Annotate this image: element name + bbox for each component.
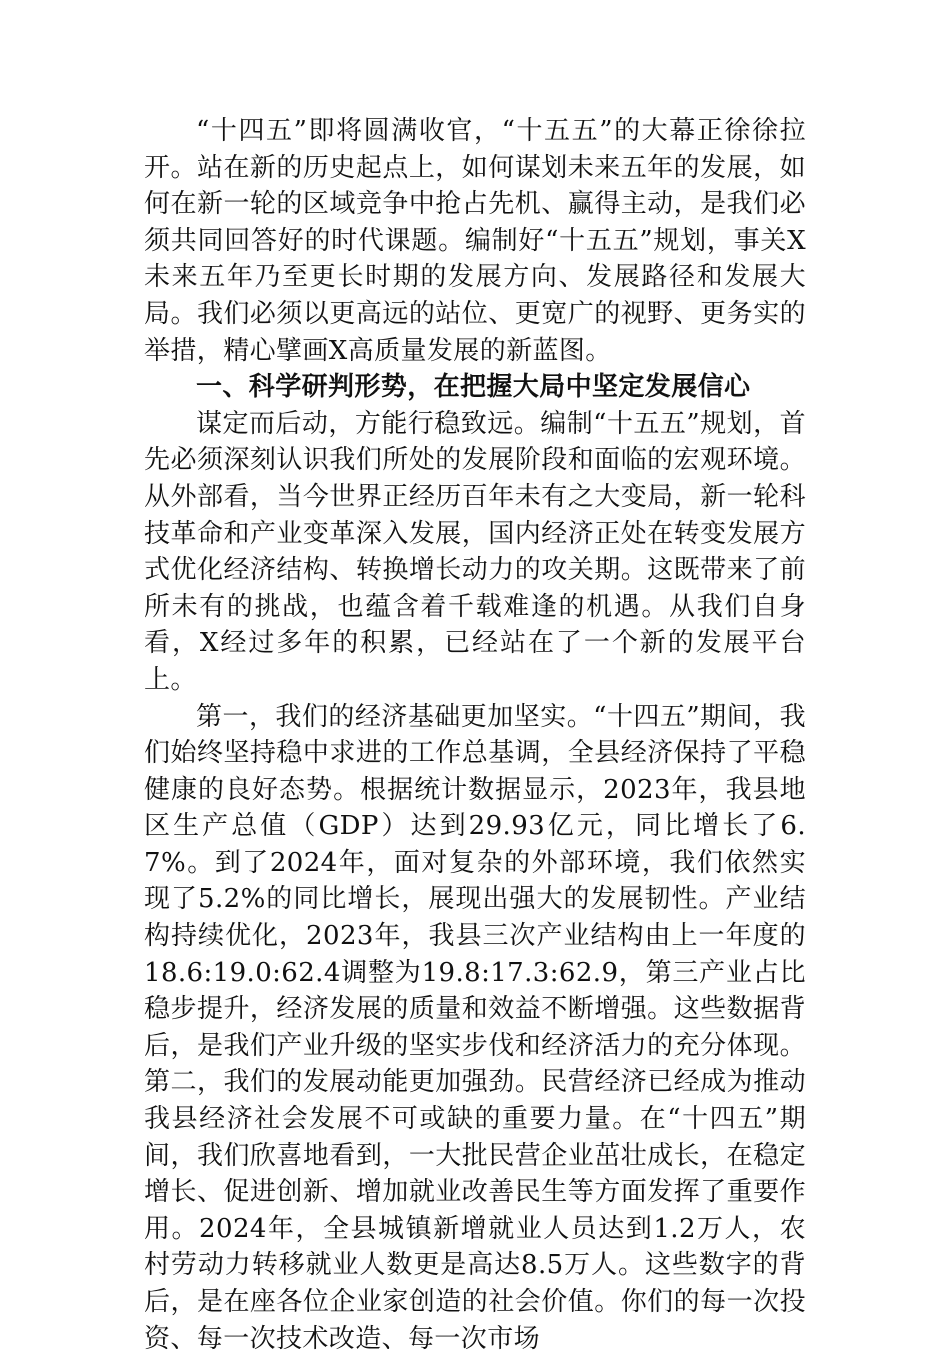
intro-paragraph: “十四五”即将圆满收官，“十五五”的大幕正徐徐拉开。站在新的历史起点上，如何谋划未来五年的发展，如何在新一轮的区域竞争中抢占先机、赢得主动，是我们必须共同回答好的时代课题。编制好“十五五”规划，事关X未来五年乃至更长时期的发展方向、发展路径和发展大局。我们必须以更高远的站位、更宽广的视野、更务实的举措，精心擘画X高质量发展的新蓝图。 [144, 113, 806, 369]
section-heading: 一、科学研判形势，在把握大局中坚定发展信心 [144, 369, 806, 406]
section-paragraph-2: 第一，我们的经济基础更加坚实。“十四五”期间，我们始终坚持稳中求进的工作总基调，全县经济保持了平稳健康的良好态势。根据统计数据显示，2023年，我县地区生产总值（GDP）达到29.93亿元，同比增长了6.7%。到了2024年，面对复杂的外部环境，我们依然实现了5.2%的同比增长，展现出强大的发展韧性。产业结构持续优化，2023年，我县三次产业结构由上一年度的18.6:19.0:62.4调整为19.8:17.3:62.9，第三产业占比稳步提升，经济发展的质量和效益不断增强。这些数据背后，是我们产业升级的坚实步伐和经济活力的充分体现。第二，我们的发展动能更加强劲。民营经济已经成为推动我县经济社会发展不可或缺的重要力量。在“十四五”期间，我们欣喜地看到，一大批民营企业茁壮成长，在稳定增长、促进创新、增加就业改善民生等方面发挥了重要作用。2024年，全县城镇新增就业人员达到1.2万人，农村劳动力转移就业人数更是高达8.5万人。这些数字的背后，是在座各位企业家创造的社会价值。你们的每一次投资、每一次技术改造、每一次市场 [144, 699, 806, 1357]
section-paragraph-1: 谋定而后动，方能行稳致远。编制“十五五”规划，首先必须深刻认识我们所处的发展阶段和面临的宏观环境。从外部看，当今世界正经历百年未有之大变局，新一轮科技革命和产业变革深入发展，国内经济正处在转变发展方式优化经济结构、转换增长动力的攻关期。这既带来了前所未有的挑战，也蕴含着千载难逢的机遇。从我们自身看，X经过多年的积累，已经站在了一个新的发展平台上。 [144, 406, 806, 699]
document-body [144, 113, 806, 1357]
